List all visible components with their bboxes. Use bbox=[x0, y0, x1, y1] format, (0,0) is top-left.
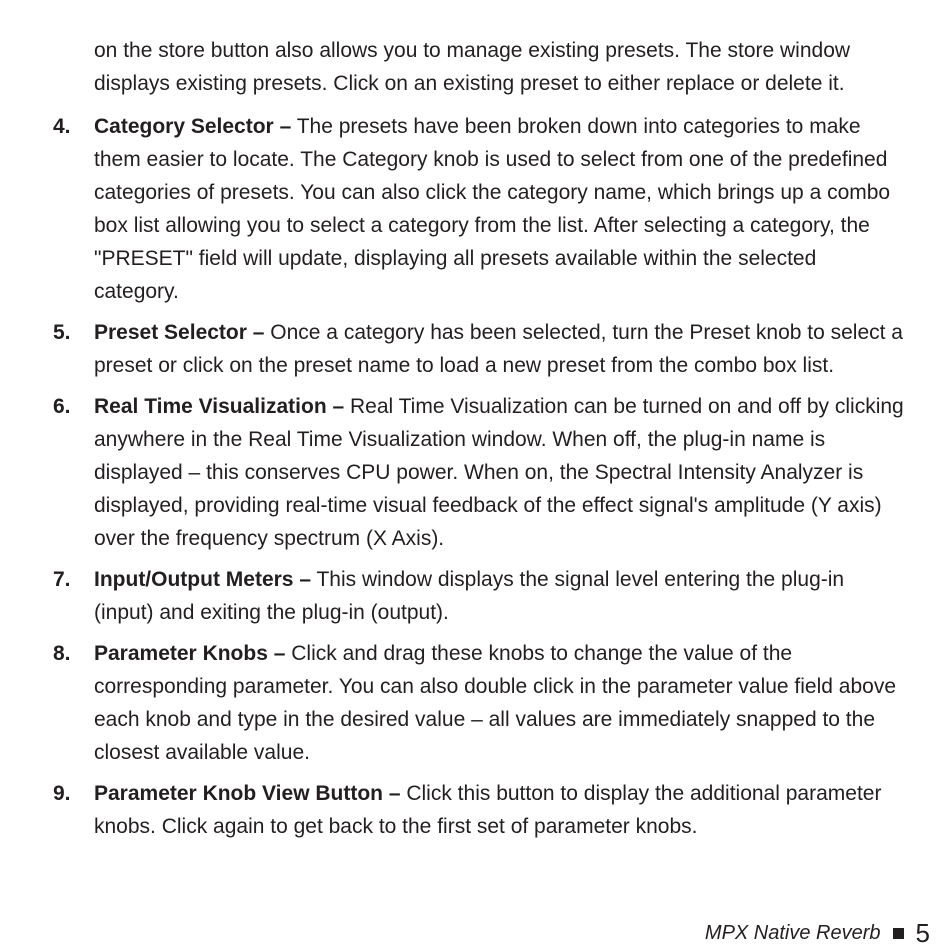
item-text: Real Time Visualization can be turned on and off by clicking anywhere in the Real Time Visualization window. When off, the plug-in name is displayed – this conserves CPU power. When on, the Spectral Intensity Analyzer is displayed, providing real-time visual feedback of the effect signal's amplitude (Y axis) over the frequency spectrum (X Axis). bbox=[94, 395, 904, 550]
item-number: 8. bbox=[53, 642, 71, 665]
item-title: Parameter Knob View Button – bbox=[94, 782, 401, 805]
item-number: 6. bbox=[53, 395, 71, 418]
item-title: Category Selector – bbox=[94, 115, 292, 138]
item-number: 7. bbox=[53, 568, 71, 591]
item-title: Preset Selector – bbox=[94, 321, 265, 344]
item-number: 5. bbox=[53, 321, 71, 344]
item-title: Parameter Knobs – bbox=[94, 642, 286, 665]
item-title: Real Time Visualization – bbox=[94, 395, 345, 418]
page-number: 5 bbox=[915, 918, 930, 948]
item-number: 4. bbox=[53, 115, 71, 138]
list-item bbox=[0, 777, 904, 843]
list-item bbox=[0, 316, 904, 382]
item-title: Input/Output Meters – bbox=[94, 568, 311, 591]
footer-title: MPX Native Reverb bbox=[704, 921, 881, 944]
list-item bbox=[0, 110, 904, 308]
item-number: 9. bbox=[53, 782, 71, 805]
item-text: Click and drag these knobs to change the value of the corresponding parameter. You can also double click in the parameter value field above each knob and type in the desired value – all values are immediately snapped to the closest available value. bbox=[94, 642, 897, 764]
item-text: This window displays the signal level entering the plug-in (input) and exiting the plug-in (output). bbox=[94, 568, 845, 624]
item-text: Once a category has been selected, turn the Preset knob to select a preset or click on the preset name to load a new preset from the combo box list. bbox=[94, 321, 903, 377]
intro-paragraph: on the store button also allows you to manage existing presets. The store window displays existing presets. Click on an existing preset to either replace or delete it. bbox=[94, 39, 851, 95]
list-item bbox=[0, 637, 904, 769]
feature-list bbox=[0, 110, 950, 851]
square-bullet-icon bbox=[893, 928, 904, 939]
item-text: Click this button to display the additional parameter knobs. Click again to get back to the first set of parameter knobs. bbox=[94, 782, 882, 838]
list-item bbox=[0, 390, 904, 555]
item-text: The presets have been broken down into categories to make them easier to locate. The Category knob is used to select from one of the predefined categories of presets. You can also click the category name, which brings up a combo box list allowing you to select a category from the list. After selecting a category, the "PRESET" field will update, displaying all presets available within the selected category. bbox=[94, 115, 891, 303]
list-item bbox=[0, 563, 904, 629]
page-footer bbox=[705, 918, 930, 948]
